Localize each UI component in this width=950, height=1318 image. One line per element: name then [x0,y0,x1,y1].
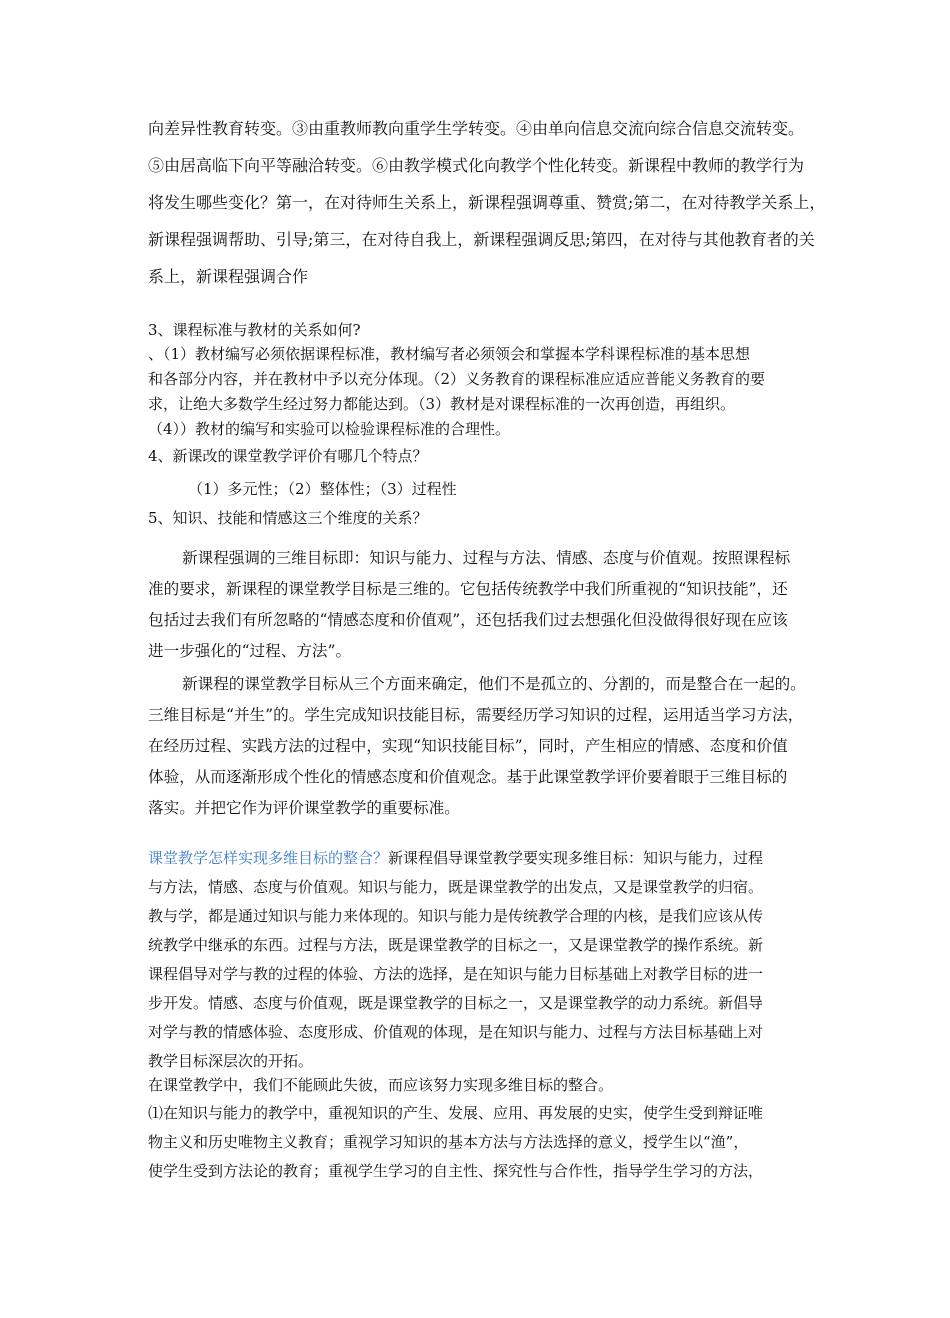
paragraph-line: 课程倡导对学与教的过程的体验、方法的选择，是在知识与能力目标基础上对教学目标的进一 [148,965,764,983]
paragraph-line: 物主义和历史唯物主义教育；重视学习知识的基本方法与方法选择的意义，授学生以“渔”， [148,1133,749,1151]
paragraph-line: 教学目标深层次的开拓。 [148,1052,314,1070]
paragraph-line: 和各部分内容，并在教材中予以充分体现。（2）义务教育的课程标准应适应普能义务教育的要 [148,370,766,388]
paragraph-line: 进一步强化的“过程、方法”。 [148,642,352,660]
paragraph-line: 在课堂教学中，我们不能顾此失彼，而应该努力实现多维目标的整合。 [148,1076,614,1094]
heading-continuation: 新课程倡导课堂教学要实现多维目标：知识与能力，过程 [388,849,764,867]
section-heading: 课堂教学怎样实现多维目标的整合？ [148,849,389,867]
paragraph-line: 教与学，都是通过知识与能力来体现的。知识与能力是传统教学合理的内核，是我们应该从传 [148,907,764,925]
paragraph-line: 新课程强调帮助、引导;第三，在对待自我上，新课程强调反思;第四，在对待与其他教育者的关 [148,230,815,249]
paragraph-line: 统教学中继承的东西。过程与方法，既是课堂教学的目标之一，又是课堂教学的操作系统。新 [148,936,764,954]
paragraph-line: 与方法，情感、态度与价值观。知识与能力，既是课堂教学的出发点，又是课堂教学的归宿。 [148,878,764,896]
paragraph-line: 体验，从而逐渐形成个性化的情感态度和价值观念。基于此课堂教学评价要着眼于三维目标的 [148,768,788,786]
paragraph-line: 系上，新课程强调合作 [148,267,309,286]
paragraph-line: ⑤由居高临下向平等融洽转变。⑥由教学模式化向教学个性化转变。新课程中教师的教学行为 [148,156,805,175]
paragraph-line: ⑴在知识与能力的教学中，重视知识的产生、发展、应用、再发展的史实，使学生受到辩证唯 [148,1104,764,1122]
paragraph-line: 包括过去我们有所忽略的“情感态度和价值观”，还包括我们过去想强化但没做得很好现在应该 [148,611,788,629]
question-3-title: 3、课程标准与教材的关系如何? [148,321,361,339]
paragraph-line: 三维目标是“并生”的。学生完成知识技能目标，需要经历学习知识的过程，运用适当学习方法， [148,706,804,724]
paragraph-line: 将发生哪些变化？第一，在对待师生关系上，新课程强调尊重、赞赏;第二，在对待教学关系上， [148,193,826,212]
question-4-answer: （1）多元性；（2）整体性；（3）过程性 [188,480,457,498]
paragraph-line: 新课程强调的三维目标即：知识与能力、过程与方法、情感、态度与价值观。按照课程标 [182,549,791,567]
paragraph-line: 对学与教的情感体验、态度形成、价值观的体现，是在知识与能力、过程与方法目标基础上对 [148,1023,764,1041]
paragraph-line: 使学生受到方法论的教育；重视学生学习的自主性、探究性与合作性，指导学生学习的方法， [148,1162,764,1180]
paragraph-line: 准的要求，新课程的课堂教学目标是三维的。它包括传统教学中我们所重视的“知识技能”，还 [148,580,788,598]
paragraph-line: 新课程的课堂教学目标从三个方面来确定，他们不是孤立的、分割的，而是整合在一起的。 [182,675,806,693]
question-4-title: 4、新课改的课堂教学评价有哪几个特点？ [148,447,428,465]
question-5-title: 5、知识、技能和情感这三个维度的关系？ [148,509,428,527]
paragraph-line: 向差异性教育转变。③由重教师教向重学生学转变。④由单向信息交流向综合信息交流转变。 [148,119,805,138]
paragraph-line: （4））教材的编写和实验可以检验课程标准的合理性。 [148,420,511,438]
paragraph-line: 求，让绝大多数学生经过努力都能达到。（3）教材是对课程标准的一次再创造，再组织。 [148,395,736,413]
paragraph-line: 落实。并把它作为评价课堂教学的重要标准。 [148,799,460,817]
paragraph-line [148,851,763,866]
paragraph-line: 步开发。情感、态度与价值观，既是课堂教学的目标之一，又是课堂教学的动力系统。新倡导 [148,994,764,1012]
paragraph-line: 、（1）教材编写必须依据课程标准，教材编写者必须领会和掌握本学科课程标准的基本思想 [148,345,751,363]
paragraph-line: 在经历过程、实践方法的过程中，实现“知识技能目标”，同时，产生相应的情感、态度和价值 [148,737,788,755]
